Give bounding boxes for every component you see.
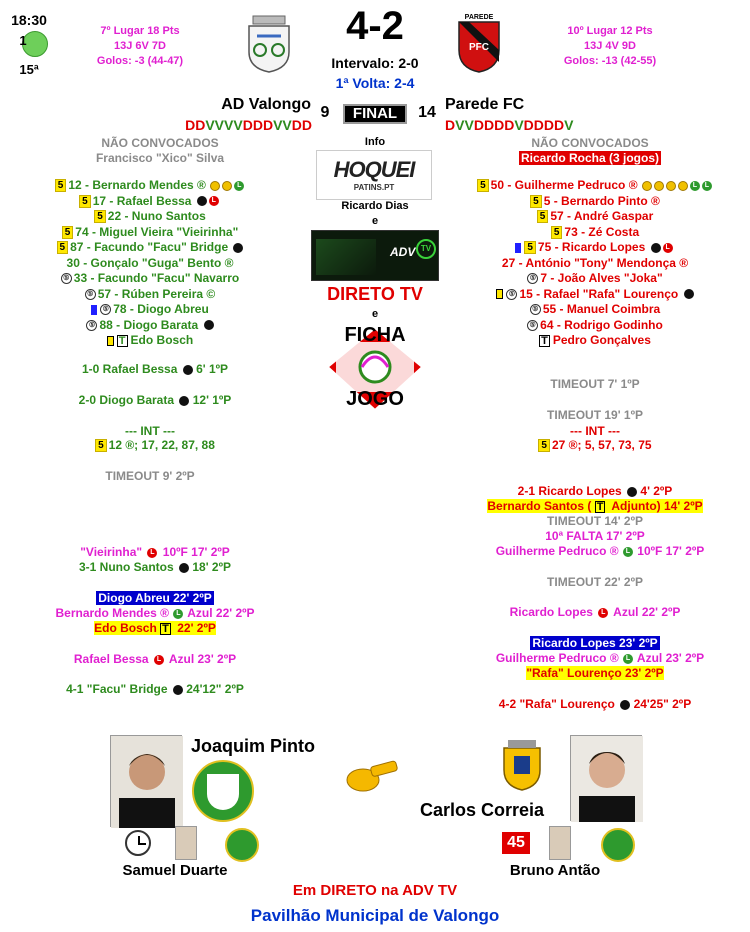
halftime-score: Intervalo: 2-0 (331, 55, 419, 71)
red-card-icon: L (209, 196, 219, 206)
form-letter: D (262, 117, 274, 133)
award-icon (222, 181, 232, 191)
away-event-goal-1 (480, 484, 710, 498)
substitute-icon: ⑤ (61, 273, 72, 284)
roster-row (440, 287, 750, 303)
event-text: 4-2 "Rafa" Lourenço (498, 697, 615, 711)
info-label: Info (364, 136, 386, 148)
substitute-icon: ⑤ (85, 289, 96, 300)
player-name: 64 - Rodrigo Godinho (540, 317, 663, 332)
form-letter: D (301, 117, 312, 133)
award-icon (642, 181, 652, 191)
event-text: "Rafa" Lourenço 23' 2ºP (526, 666, 664, 680)
card-badge: 5 (62, 226, 74, 239)
adv-logo-text: ADV (390, 245, 416, 259)
award-icon (210, 181, 220, 191)
substitute-icon: ⑤ (100, 304, 111, 315)
player-name: 55 - Manuel Coimbra (542, 302, 661, 316)
event-time: 12' 1ºP (192, 393, 232, 407)
player-name: 75 - Ricardo Lopes (537, 240, 646, 254)
roster-row (440, 271, 750, 287)
home-event-goal-2 (40, 393, 270, 407)
event-time: Azul 22' 2ºP (613, 605, 681, 619)
away-event-card-1 (470, 544, 730, 558)
away-timeout-2: TIMEOUT 19' 1ºP (547, 408, 643, 422)
card-badge: 5 (55, 179, 67, 192)
roster-row (440, 318, 750, 334)
away-team-name: Parede FC (445, 96, 525, 113)
home-event-goal-3 (40, 560, 270, 574)
goal-icon (684, 289, 694, 299)
away-event-card-2 (490, 605, 700, 619)
roster-row (440, 225, 750, 241)
event-time: Azul 23' 2ºP (168, 652, 237, 666)
assistant-name: Bruno Antão (509, 862, 601, 879)
coach-icon: T (596, 501, 604, 513)
player-name: 78 - Diogo Abreu (113, 302, 209, 316)
coach-icon: T (118, 335, 126, 347)
home-event-foul (40, 545, 270, 559)
card-badge: 5 (524, 241, 536, 254)
event-text: 2-1 Ricardo Lopes (517, 484, 622, 498)
player-name: 74 - Miguel Vieira "Vieirinha" (75, 224, 239, 239)
federation-badge-icon (192, 760, 254, 822)
form-letter: V (455, 117, 465, 133)
event-time: Azul 22' 2ºP (187, 606, 255, 620)
referee-1-photo (110, 735, 182, 827)
green-card-icon: L (690, 181, 700, 191)
away-event-goal-2 (470, 697, 720, 711)
timekeeper-photo (175, 826, 197, 860)
event-text: 1-0 Rafael Bessa (82, 362, 178, 376)
form-letter: V (224, 117, 234, 133)
home-event-goal-1 (40, 362, 270, 376)
first-leg-score: 1ª Volta: 2-4 (335, 75, 415, 91)
green-card-icon: L (623, 654, 633, 664)
yellow-card-icon (496, 289, 503, 299)
away-not-called-label: NÃO CONVOCADOS (531, 136, 649, 150)
away-timeout-1: TIMEOUT 7' 1ºP (550, 377, 640, 391)
e-label-1: e (371, 215, 379, 227)
award-icon (654, 181, 664, 191)
substitute-icon: ⑤ (506, 289, 517, 300)
event-time: 10ºF 17' 2ºP (162, 545, 230, 559)
form-letter: D (242, 117, 253, 133)
broadcast-info: Em DIRETO na ADV TV (292, 882, 458, 899)
roster-row (0, 194, 300, 210)
home-team-name: AD Valongo (221, 96, 311, 113)
away-crest-initials: PFC (469, 42, 489, 53)
card-badge: 5 (477, 179, 489, 192)
home-event-card-2 (40, 652, 270, 666)
card-badge: 5 (538, 439, 550, 452)
event-time: 24'12" 2ºP (186, 682, 244, 696)
event-text: Guilherme Pedruco ® (495, 544, 619, 558)
away-not-called-name: Ricardo Rocha (3 jogos) (520, 151, 660, 165)
goal-icon (204, 320, 214, 330)
goal-icon (233, 243, 243, 253)
home-standing-1: 7º Lugar 18 Pts (100, 25, 180, 37)
roster-row (440, 240, 750, 256)
roster-row (440, 302, 750, 318)
coach-icon: T (162, 623, 169, 635)
player-name: 33 - Facundo "Facu" Navarro (73, 271, 240, 285)
player-name: 15 - Rafael "Rafa" Lourenço (519, 286, 679, 301)
roster-row (0, 256, 300, 272)
event-text: Bernardo Santos ( (487, 499, 592, 513)
adv-decor (316, 239, 376, 275)
player-name: 17 - Rafael Bessa (92, 193, 192, 208)
home-not-called: Francisco "Xico" Silva (95, 151, 225, 165)
red-card-icon: L (147, 548, 157, 558)
roster-row (440, 178, 750, 194)
form-letter: V (214, 117, 224, 133)
clock-icon (125, 830, 151, 856)
event-text: 3-1 Nuno Santos (79, 560, 174, 574)
roster-row (0, 240, 300, 256)
card-badge: 5 (551, 226, 563, 239)
goal-icon (620, 700, 630, 710)
event-text: 12 ®; 17, 22, 87, 88 (108, 438, 215, 452)
away-form (445, 117, 585, 133)
green-card-icon: L (234, 181, 244, 191)
whistle-icon (343, 758, 399, 794)
green-card-icon: L (173, 609, 183, 619)
away-event-card-3 (470, 651, 730, 665)
blue-card-icon (91, 305, 97, 315)
roster-row (0, 271, 300, 287)
round-badge: 1 (19, 33, 27, 48)
hoquei-logo-sub: PATINS.PT (353, 183, 395, 192)
form-letter: D (504, 117, 515, 133)
event-text: 2-0 Diogo Barata (78, 393, 175, 407)
shot-clock-badge: 45 (502, 832, 530, 854)
event-text: Edo Bosch (94, 621, 157, 635)
form-letter: D (445, 117, 456, 133)
yellow-card-icon (107, 336, 114, 346)
event-text: Rafael Bessa (73, 652, 149, 666)
home-event-blue-card (40, 591, 270, 605)
referee-2-name: Carlos Correia (420, 800, 545, 820)
roster-row (440, 333, 750, 349)
away-form-string (445, 117, 574, 133)
player-name: 73 - Zé Costa (564, 224, 640, 239)
goal-icon (183, 365, 193, 375)
home-form-string (185, 117, 312, 133)
roster-row (440, 209, 750, 225)
referee-2-photo (570, 735, 642, 821)
round-number: 15ª (19, 62, 39, 77)
player-name: 88 - Diogo Barata (99, 317, 199, 332)
player-name: 5 - Bernardo Pinto ® (543, 193, 660, 208)
form-letter: V (205, 117, 215, 133)
away-timeout-3: TIMEOUT 14' 2ºP (547, 514, 643, 528)
event-time: 6' 1ºP (196, 362, 228, 376)
red-card-icon: L (154, 655, 164, 665)
event-text: Bernardo Mendes ® (55, 606, 170, 620)
form-letter: D (533, 117, 544, 133)
green-card-icon: L (702, 181, 712, 191)
form-letter: V (564, 117, 574, 133)
home-event-card-1 (20, 606, 290, 620)
red-card-icon: L (598, 608, 608, 618)
form-letter: V (514, 117, 524, 133)
roster-row (0, 287, 300, 303)
adv-tv-badge: TV (416, 239, 436, 259)
roster-row (0, 302, 300, 318)
event-text: Ricardo Lopes 23' 2ºP (532, 636, 658, 650)
association-crest-icon (500, 738, 544, 792)
event-time: 10ºF 17' 2ºP (637, 544, 705, 558)
player-name: 7 - João Alves "Joka" (540, 271, 663, 285)
goal-icon (179, 396, 189, 406)
event-text: Ricardo Lopes (509, 605, 593, 619)
home-crest-icon (243, 14, 295, 74)
match-status: FINAL (343, 104, 407, 124)
player-name: 30 - Gonçalo "Guga" Bento ® (66, 255, 234, 270)
green-card-icon: L (623, 547, 633, 557)
player-name: 12 - Bernardo Mendes ® (68, 178, 206, 192)
goal-icon (651, 243, 661, 253)
form-letter: D (523, 117, 534, 133)
home-standing-3: Golos: -3 (44-47) (96, 55, 184, 67)
event-text: "Vieirinha" (80, 545, 143, 559)
away-timeout-4: TIMEOUT 22' 2ºP (547, 575, 643, 589)
home-form (172, 117, 312, 133)
form-letter: D (195, 117, 206, 133)
away-event-coach (470, 499, 720, 513)
player-name: 57 - Rúben Pereira © (97, 286, 216, 301)
event-time: Azul 23' 2ºP (636, 651, 705, 665)
away-crest-text: PAREDE (464, 14, 494, 21)
form-letter: D (473, 117, 484, 133)
away-interval-lineup (490, 438, 700, 452)
away-not-called (500, 151, 680, 165)
form-letter: D (494, 117, 505, 133)
assistant-photo (549, 826, 571, 860)
federation-badge-small-icon-2 (601, 828, 635, 862)
event-text: Diogo Abreu 22' 2ºP (98, 591, 212, 605)
federation-badge-small-icon (225, 828, 259, 862)
player-name: 57 - André Gaspar (550, 209, 654, 223)
event-text: 4-1 "Facu" Bridge (66, 682, 168, 696)
referee-1-name: Joaquim Pinto (191, 736, 316, 756)
away-standing-2: 13J 4V 9D (584, 40, 636, 52)
hoquei-patins-logo (316, 150, 432, 200)
form-letter: D (554, 117, 565, 133)
ficha-jogo-logo (322, 322, 428, 412)
form-letter: V (233, 117, 243, 133)
form-letter: V (282, 117, 292, 133)
away-roster (440, 178, 750, 349)
score: 4-2 (346, 4, 404, 48)
blue-card-icon (515, 243, 521, 253)
away-standing-3: Golos: -13 (42-55) (563, 55, 657, 67)
red-card-icon: L (663, 243, 673, 253)
substitute-icon: ⑤ (527, 273, 538, 284)
venue: Pavilhão Municipal de Valongo (250, 906, 500, 925)
e-label-2: e (371, 308, 379, 320)
goal-icon (197, 196, 207, 206)
hoquei-logo-text: HOQUEI (333, 157, 415, 182)
form-letter: V (464, 117, 474, 133)
event-time: Adjunto) 14' 2ºP (611, 499, 703, 513)
away-interval: --- INT --- (570, 424, 620, 438)
goal-icon (173, 685, 183, 695)
form-letter: D (483, 117, 495, 133)
match-time: 18:30 (11, 12, 47, 28)
award-icon (666, 181, 676, 191)
home-not-called-label: NÃO CONVOCADOS (101, 136, 219, 150)
home-timeout: TIMEOUT 9' 2ºP (105, 469, 195, 483)
event-text: 27 ®; 5, 57, 73, 75 (551, 438, 652, 452)
card-badge: 5 (79, 195, 91, 208)
away-fouls: 14 (418, 104, 436, 121)
substitute-icon: ⑤ (527, 320, 538, 331)
player-name: Pedro Gonçalves (552, 333, 651, 347)
roster-row (0, 225, 300, 241)
roster-row (440, 194, 750, 210)
home-interval-lineup (40, 438, 270, 452)
credit: Ricardo Dias (341, 200, 409, 212)
jogo-text: JOGO (346, 388, 404, 410)
substitute-icon: ⑤ (86, 320, 97, 331)
form-letter: D (543, 117, 555, 133)
roster-row (0, 318, 300, 334)
roster-row (0, 333, 300, 349)
form-letter: D (185, 117, 196, 133)
away-event-blue-card (490, 636, 700, 650)
player-name: 22 - Nuno Santos (107, 209, 206, 223)
coach-icon: T (541, 335, 548, 347)
away-standing-1: 10º Lugar 12 Pts (567, 25, 653, 37)
adv-tv-logo (311, 230, 439, 281)
goal-icon (179, 563, 189, 573)
home-roster (0, 178, 300, 349)
award-icon (678, 181, 688, 191)
card-badge: 5 (537, 210, 549, 223)
away-event-yellow (490, 666, 700, 680)
player-name: 87 - Facundo "Facu" Bridge (70, 240, 229, 254)
substitute-icon: ⑤ (530, 304, 541, 315)
form-letter: V (273, 117, 283, 133)
player-name: 50 - Guilherme Pedruco ® (490, 178, 638, 192)
card-badge: 5 (530, 195, 542, 208)
roster-row (0, 209, 300, 225)
home-fouls: 9 (320, 104, 330, 121)
home-interval: --- INT --- (125, 424, 175, 438)
event-time: 22' 2ºP (177, 621, 216, 635)
timekeeper-name: Samuel Duarte (122, 862, 228, 879)
form-letter: D (252, 117, 263, 133)
ficha-text: FICHA (344, 324, 406, 346)
card-badge: 5 (95, 439, 107, 452)
event-time: 18' 2ºP (192, 560, 231, 574)
player-name: Edo Bosch (130, 333, 194, 347)
card-badge: 5 (57, 241, 69, 254)
player-name: 27 - António "Tony" Mendonça ® (501, 255, 689, 270)
event-text: Guilherme Pedruco ® (495, 651, 619, 665)
form-letter: D (291, 117, 302, 133)
roster-row (0, 178, 300, 194)
event-time: 4' 2ºP (640, 484, 673, 498)
home-event-coach (40, 621, 270, 635)
roster-row (440, 256, 750, 272)
event-time: 24'25" 2ºP (633, 697, 692, 711)
goal-icon (627, 487, 637, 497)
direto-tv-label: DIRETO TV (327, 284, 423, 304)
home-standing-2: 13J 6V 7D (114, 40, 166, 52)
home-event-goal-4 (40, 682, 270, 696)
away-foul-10: 10ª FALTA 17' 2ºP (545, 529, 645, 543)
card-badge: 5 (94, 210, 106, 223)
